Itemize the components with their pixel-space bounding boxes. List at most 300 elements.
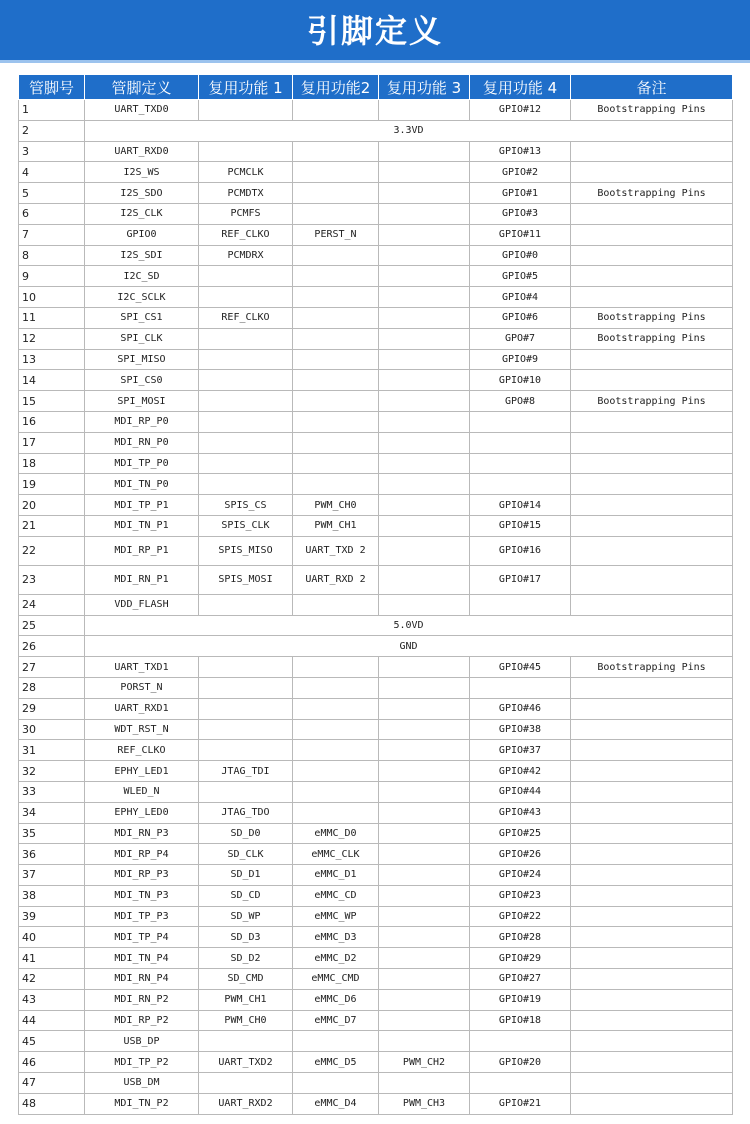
- table-row: [19, 536, 733, 565]
- pin-number-cell: 29: [19, 698, 85, 719]
- alt-function-3-cell: [379, 328, 470, 349]
- alt-function-2-cell: eMMC_WP: [293, 906, 379, 927]
- alt-function-2-cell: [293, 349, 379, 370]
- alt-function-2-cell: eMMC_CD: [293, 885, 379, 906]
- alt-function-1-cell: SD_CLK: [199, 844, 293, 865]
- alt-function-2-cell: [293, 698, 379, 719]
- alt-function-2-cell: PWM_CH0: [293, 495, 379, 516]
- table-row: [19, 391, 733, 412]
- alt-function-1-cell: [199, 594, 293, 615]
- table-row: [19, 515, 733, 536]
- alt-function-4-cell: GPIO#44: [470, 781, 571, 802]
- pin-definition-cell: I2S_SDI: [85, 245, 199, 266]
- alt-function-3-cell: [379, 474, 470, 495]
- remark-cell: [571, 515, 733, 536]
- pin-number-cell: 11: [19, 307, 85, 328]
- alt-function-2-cell: [293, 328, 379, 349]
- pin-number-cell: 16: [19, 411, 85, 432]
- alt-function-4-cell: GPIO#14: [470, 495, 571, 516]
- pin-number-cell: 7: [19, 224, 85, 245]
- alt-function-3-cell: [379, 781, 470, 802]
- table-row: [19, 370, 733, 391]
- alt-function-3-cell: [379, 495, 470, 516]
- column-header: 复用功能 1: [199, 75, 293, 100]
- alt-function-1-cell: [199, 740, 293, 761]
- alt-function-1-cell: SPIS_CLK: [199, 515, 293, 536]
- alt-function-3-cell: PWM_CH2: [379, 1052, 470, 1073]
- pin-definition-cell: USB_DM: [85, 1073, 199, 1094]
- pin-number-cell: 2: [19, 120, 85, 141]
- alt-function-4-cell: GPIO#22: [470, 906, 571, 927]
- pin-definition-table: [18, 74, 733, 1115]
- alt-function-3-cell: [379, 536, 470, 565]
- remark-cell: [571, 1052, 733, 1073]
- table-header-row: [19, 75, 733, 100]
- table-row: [19, 989, 733, 1010]
- alt-function-3-cell: [379, 594, 470, 615]
- alt-function-2-cell: [293, 203, 379, 224]
- table-row: [19, 594, 733, 615]
- alt-function-3-cell: [379, 740, 470, 761]
- pin-definition-cell: GPIO0: [85, 224, 199, 245]
- table-row: [19, 120, 733, 141]
- pin-number-cell: 46: [19, 1052, 85, 1073]
- alt-function-4-cell: GPIO#12: [470, 100, 571, 121]
- pin-definition-cell: EPHY_LED0: [85, 802, 199, 823]
- alt-function-4-cell: GPIO#37: [470, 740, 571, 761]
- alt-function-1-cell: [199, 328, 293, 349]
- alt-function-2-cell: [293, 100, 379, 121]
- alt-function-1-cell: JTAG_TDI: [199, 761, 293, 782]
- alt-function-1-cell: [199, 474, 293, 495]
- pin-definition-cell: I2S_WS: [85, 162, 199, 183]
- remark-cell: [571, 677, 733, 698]
- pin-number-cell: 4: [19, 162, 85, 183]
- remark-cell: [571, 948, 733, 969]
- pin-definition-cell: MDI_TP_P0: [85, 453, 199, 474]
- alt-function-1-cell: SD_WP: [199, 906, 293, 927]
- remark-cell: [571, 906, 733, 927]
- alt-function-4-cell: GPIO#5: [470, 266, 571, 287]
- pin-number-cell: 8: [19, 245, 85, 266]
- alt-function-1-cell: [199, 100, 293, 121]
- alt-function-3-cell: [379, 823, 470, 844]
- remark-cell: [571, 536, 733, 565]
- alt-function-1-cell: PWM_CH0: [199, 1010, 293, 1031]
- table-row: [19, 948, 733, 969]
- alt-function-1-cell: SD_CMD: [199, 969, 293, 990]
- alt-function-3-cell: [379, 969, 470, 990]
- alt-function-4-cell: [470, 474, 571, 495]
- pin-definition-cell: MDI_TN_P2: [85, 1093, 199, 1114]
- remark-cell: [571, 266, 733, 287]
- pin-definition-cell: USB_DP: [85, 1031, 199, 1052]
- alt-function-2-cell: eMMC_D3: [293, 927, 379, 948]
- alt-function-1-cell: [199, 370, 293, 391]
- alt-function-2-cell: [293, 162, 379, 183]
- pin-definition-cell: I2C_SD: [85, 266, 199, 287]
- alt-function-1-cell: UART_TXD2: [199, 1052, 293, 1073]
- remark-cell: [571, 885, 733, 906]
- pin-definition-cell: I2S_CLK: [85, 203, 199, 224]
- alt-function-4-cell: [470, 411, 571, 432]
- alt-function-1-cell: SD_D3: [199, 927, 293, 948]
- alt-function-2-cell: eMMC_D6: [293, 989, 379, 1010]
- alt-function-1-cell: [199, 391, 293, 412]
- pin-definition-cell: MDI_RN_P3: [85, 823, 199, 844]
- alt-function-4-cell: GPIO#26: [470, 844, 571, 865]
- remark-cell: [571, 453, 733, 474]
- pin-definition-cell: MDI_TN_P0: [85, 474, 199, 495]
- pin-definition-cell: EPHY_LED1: [85, 761, 199, 782]
- alt-function-2-cell: [293, 677, 379, 698]
- remark-cell: [571, 370, 733, 391]
- column-header: 备注: [571, 75, 733, 100]
- remark-cell: Bootstrapping Pins: [571, 391, 733, 412]
- remark-cell: [571, 203, 733, 224]
- alt-function-4-cell: GPIO#18: [470, 1010, 571, 1031]
- table-row: [19, 432, 733, 453]
- alt-function-4-cell: GPIO#29: [470, 948, 571, 969]
- table-row: [19, 844, 733, 865]
- alt-function-2-cell: [293, 287, 379, 308]
- table-row: [19, 927, 733, 948]
- remark-cell: [571, 761, 733, 782]
- pin-definition-cell: SPI_MOSI: [85, 391, 199, 412]
- table-row: [19, 203, 733, 224]
- remark-cell: [571, 224, 733, 245]
- pin-number-cell: 27: [19, 657, 85, 678]
- alt-function-4-cell: GPIO#45: [470, 657, 571, 678]
- pin-definition-cell: MDI_RP_P3: [85, 865, 199, 886]
- table-row: [19, 141, 733, 162]
- alt-function-3-cell: [379, 162, 470, 183]
- table-row: [19, 698, 733, 719]
- remark-cell: [571, 719, 733, 740]
- remark-cell: [571, 927, 733, 948]
- alt-function-4-cell: GPO#8: [470, 391, 571, 412]
- table-row: [19, 453, 733, 474]
- alt-function-1-cell: SD_D0: [199, 823, 293, 844]
- alt-function-1-cell: REF_CLKO: [199, 307, 293, 328]
- column-header: 复用功能 4: [470, 75, 571, 100]
- pin-number-cell: 30: [19, 719, 85, 740]
- pin-number-cell: 47: [19, 1073, 85, 1094]
- pin-definition-cell: UART_RXD0: [85, 141, 199, 162]
- pin-definition-cell: MDI_TP_P4: [85, 927, 199, 948]
- alt-function-3-cell: [379, 391, 470, 412]
- alt-function-4-cell: GPIO#24: [470, 865, 571, 886]
- remark-cell: [571, 844, 733, 865]
- pin-number-cell: 10: [19, 287, 85, 308]
- column-header: 管脚号: [19, 75, 85, 100]
- pin-definition-cell: I2C_SCLK: [85, 287, 199, 308]
- pin-number-cell: 44: [19, 1010, 85, 1031]
- table-row: [19, 328, 733, 349]
- alt-function-3-cell: [379, 411, 470, 432]
- pin-number-cell: 20: [19, 495, 85, 516]
- alt-function-1-cell: [199, 657, 293, 678]
- table-row: [19, 1093, 733, 1114]
- remark-cell: [571, 474, 733, 495]
- pin-number-cell: 28: [19, 677, 85, 698]
- alt-function-3-cell: [379, 515, 470, 536]
- remark-cell: Bootstrapping Pins: [571, 100, 733, 121]
- alt-function-3-cell: [379, 802, 470, 823]
- alt-function-4-cell: [470, 453, 571, 474]
- alt-function-2-cell: [293, 719, 379, 740]
- alt-function-1-cell: PCMFS: [199, 203, 293, 224]
- alt-function-3-cell: [379, 224, 470, 245]
- remark-cell: [571, 141, 733, 162]
- table-row: [19, 781, 733, 802]
- pin-definition-cell: MDI_RN_P0: [85, 432, 199, 453]
- alt-function-1-cell: [199, 781, 293, 802]
- alt-function-2-cell: [293, 1073, 379, 1094]
- table-row: [19, 906, 733, 927]
- remark-cell: [571, 432, 733, 453]
- alt-function-2-cell: [293, 141, 379, 162]
- remark-cell: [571, 565, 733, 594]
- alt-function-3-cell: [379, 183, 470, 204]
- alt-function-3-cell: [379, 761, 470, 782]
- table-row: [19, 719, 733, 740]
- table-row: [19, 1052, 733, 1073]
- alt-function-1-cell: [199, 432, 293, 453]
- table-row: [19, 183, 733, 204]
- table-row: [19, 1073, 733, 1094]
- alt-function-4-cell: GPIO#0: [470, 245, 571, 266]
- pin-number-cell: 35: [19, 823, 85, 844]
- pin-number-cell: 22: [19, 536, 85, 565]
- alt-function-2-cell: [293, 781, 379, 802]
- remark-cell: Bootstrapping Pins: [571, 657, 733, 678]
- alt-function-4-cell: GPIO#27: [470, 969, 571, 990]
- table-row: [19, 1031, 733, 1052]
- pin-number-cell: 45: [19, 1031, 85, 1052]
- alt-function-4-cell: GPIO#42: [470, 761, 571, 782]
- pin-definition-cell: MDI_RN_P2: [85, 989, 199, 1010]
- remark-cell: [571, 287, 733, 308]
- alt-function-3-cell: [379, 906, 470, 927]
- pin-definition-cell: MDI_RP_P2: [85, 1010, 199, 1031]
- alt-function-2-cell: [293, 266, 379, 287]
- pin-definition-cell: MDI_RP_P4: [85, 844, 199, 865]
- alt-function-1-cell: SD_D2: [199, 948, 293, 969]
- alt-function-1-cell: SPIS_MOSI: [199, 565, 293, 594]
- alt-function-3-cell: [379, 141, 470, 162]
- pin-number-cell: 21: [19, 515, 85, 536]
- alt-function-2-cell: [293, 453, 379, 474]
- table-row: [19, 565, 733, 594]
- pin-number-cell: 19: [19, 474, 85, 495]
- alt-function-3-cell: [379, 948, 470, 969]
- table-row: [19, 495, 733, 516]
- page-title: 引脚定义: [306, 12, 443, 50]
- alt-function-2-cell: [293, 761, 379, 782]
- table-row: [19, 740, 733, 761]
- pin-number-cell: 6: [19, 203, 85, 224]
- alt-function-1-cell: [199, 1073, 293, 1094]
- pin-number-cell: 15: [19, 391, 85, 412]
- alt-function-3-cell: [379, 307, 470, 328]
- banner-divider: [0, 60, 750, 63]
- column-header: 复用功能2: [293, 75, 379, 100]
- alt-function-3-cell: [379, 844, 470, 865]
- alt-function-3-cell: [379, 266, 470, 287]
- table-row: [19, 266, 733, 287]
- remark-cell: [571, 411, 733, 432]
- remark-cell: [571, 989, 733, 1010]
- pin-number-cell: 12: [19, 328, 85, 349]
- alt-function-2-cell: [293, 657, 379, 678]
- pin-number-cell: 26: [19, 636, 85, 657]
- alt-function-4-cell: GPO#7: [470, 328, 571, 349]
- power-rail-cell: 5.0VD: [85, 615, 733, 636]
- remark-cell: [571, 1073, 733, 1094]
- pin-number-cell: 32: [19, 761, 85, 782]
- pin-number-cell: 36: [19, 844, 85, 865]
- alt-function-1-cell: SD_D1: [199, 865, 293, 886]
- remark-cell: [571, 1010, 733, 1031]
- alt-function-2-cell: [293, 307, 379, 328]
- alt-function-4-cell: GPIO#3: [470, 203, 571, 224]
- alt-function-2-cell: eMMC_D7: [293, 1010, 379, 1031]
- pin-number-cell: 39: [19, 906, 85, 927]
- alt-function-4-cell: GPIO#6: [470, 307, 571, 328]
- alt-function-4-cell: GPIO#15: [470, 515, 571, 536]
- alt-function-3-cell: [379, 719, 470, 740]
- alt-function-4-cell: [470, 1073, 571, 1094]
- pin-definition-cell: UART_TXD1: [85, 657, 199, 678]
- remark-cell: [571, 594, 733, 615]
- pin-number-cell: 34: [19, 802, 85, 823]
- remark-cell: [571, 802, 733, 823]
- alt-function-3-cell: [379, 203, 470, 224]
- pin-definition-cell: UART_RXD1: [85, 698, 199, 719]
- pin-number-cell: 48: [19, 1093, 85, 1114]
- alt-function-4-cell: GPIO#16: [470, 536, 571, 565]
- alt-function-1-cell: PCMCLK: [199, 162, 293, 183]
- power-rail-cell: 3.3VD: [85, 120, 733, 141]
- pin-definition-cell: MDI_TN_P1: [85, 515, 199, 536]
- alt-function-2-cell: [293, 245, 379, 266]
- alt-function-1-cell: [199, 141, 293, 162]
- remark-cell: [571, 781, 733, 802]
- table-row: [19, 802, 733, 823]
- alt-function-4-cell: GPIO#9: [470, 349, 571, 370]
- remark-cell: [571, 349, 733, 370]
- table-row: [19, 349, 733, 370]
- column-header: 复用功能 3: [379, 75, 470, 100]
- alt-function-3-cell: [379, 885, 470, 906]
- alt-function-2-cell: PWM_CH1: [293, 515, 379, 536]
- pin-definition-cell: REF_CLKO: [85, 740, 199, 761]
- remark-cell: [571, 740, 733, 761]
- alt-function-2-cell: eMMC_D1: [293, 865, 379, 886]
- table-row: [19, 636, 733, 657]
- pin-definition-cell: MDI_RN_P4: [85, 969, 199, 990]
- alt-function-4-cell: GPIO#13: [470, 141, 571, 162]
- alt-function-2-cell: eMMC_CLK: [293, 844, 379, 865]
- pin-definition-cell: WDT_RST_N: [85, 719, 199, 740]
- alt-function-3-cell: [379, 565, 470, 594]
- pin-definition-cell: MDI_TN_P4: [85, 948, 199, 969]
- alt-function-3-cell: [379, 287, 470, 308]
- remark-cell: [571, 162, 733, 183]
- alt-function-2-cell: [293, 391, 379, 412]
- alt-function-1-cell: [199, 287, 293, 308]
- alt-function-4-cell: [470, 1031, 571, 1052]
- alt-function-4-cell: GPIO#11: [470, 224, 571, 245]
- table-row: [19, 162, 733, 183]
- table-row: [19, 100, 733, 121]
- alt-function-1-cell: [199, 1031, 293, 1052]
- alt-function-2-cell: UART_RXD 2: [293, 565, 379, 594]
- alt-function-1-cell: JTAG_TDO: [199, 802, 293, 823]
- alt-function-1-cell: PCMDRX: [199, 245, 293, 266]
- alt-function-2-cell: [293, 802, 379, 823]
- alt-function-1-cell: [199, 719, 293, 740]
- pin-definition-cell: WLED_N: [85, 781, 199, 802]
- alt-function-3-cell: [379, 1031, 470, 1052]
- alt-function-2-cell: [293, 740, 379, 761]
- alt-function-3-cell: PWM_CH3: [379, 1093, 470, 1114]
- alt-function-2-cell: eMMC_D2: [293, 948, 379, 969]
- alt-function-1-cell: PWM_CH1: [199, 989, 293, 1010]
- pin-definition-cell: MDI_TP_P3: [85, 906, 199, 927]
- alt-function-2-cell: [293, 432, 379, 453]
- pin-definition-cell: PORST_N: [85, 677, 199, 698]
- alt-function-4-cell: GPIO#10: [470, 370, 571, 391]
- pin-definition-cell: MDI_RP_P0: [85, 411, 199, 432]
- pin-number-cell: 42: [19, 969, 85, 990]
- table-row: [19, 307, 733, 328]
- alt-function-1-cell: UART_RXD2: [199, 1093, 293, 1114]
- alt-function-4-cell: GPIO#23: [470, 885, 571, 906]
- table-row: [19, 823, 733, 844]
- table-row: [19, 1010, 733, 1031]
- alt-function-2-cell: eMMC_D5: [293, 1052, 379, 1073]
- alt-function-1-cell: [199, 698, 293, 719]
- table-row: [19, 245, 733, 266]
- pin-number-cell: 1: [19, 100, 85, 121]
- pin-definition-cell: MDI_TN_P3: [85, 885, 199, 906]
- table-body: [19, 100, 733, 1115]
- alt-function-1-cell: [199, 349, 293, 370]
- pin-definition-cell: MDI_TP_P2: [85, 1052, 199, 1073]
- alt-function-3-cell: [379, 657, 470, 678]
- pin-definition-cell: I2S_SDO: [85, 183, 199, 204]
- table-row: [19, 224, 733, 245]
- alt-function-2-cell: PERST_N: [293, 224, 379, 245]
- pin-number-cell: 23: [19, 565, 85, 594]
- alt-function-1-cell: SPIS_CS: [199, 495, 293, 516]
- pin-definition-cell: SPI_CLK: [85, 328, 199, 349]
- pin-number-cell: 24: [19, 594, 85, 615]
- table-row: [19, 615, 733, 636]
- table-row: [19, 287, 733, 308]
- pin-definition-cell: MDI_RP_P1: [85, 536, 199, 565]
- pin-number-cell: 13: [19, 349, 85, 370]
- alt-function-4-cell: GPIO#17: [470, 565, 571, 594]
- alt-function-1-cell: PCMDTX: [199, 183, 293, 204]
- alt-function-4-cell: GPIO#25: [470, 823, 571, 844]
- alt-function-2-cell: eMMC_D0: [293, 823, 379, 844]
- alt-function-4-cell: GPIO#38: [470, 719, 571, 740]
- alt-function-4-cell: GPIO#46: [470, 698, 571, 719]
- remark-cell: [571, 1093, 733, 1114]
